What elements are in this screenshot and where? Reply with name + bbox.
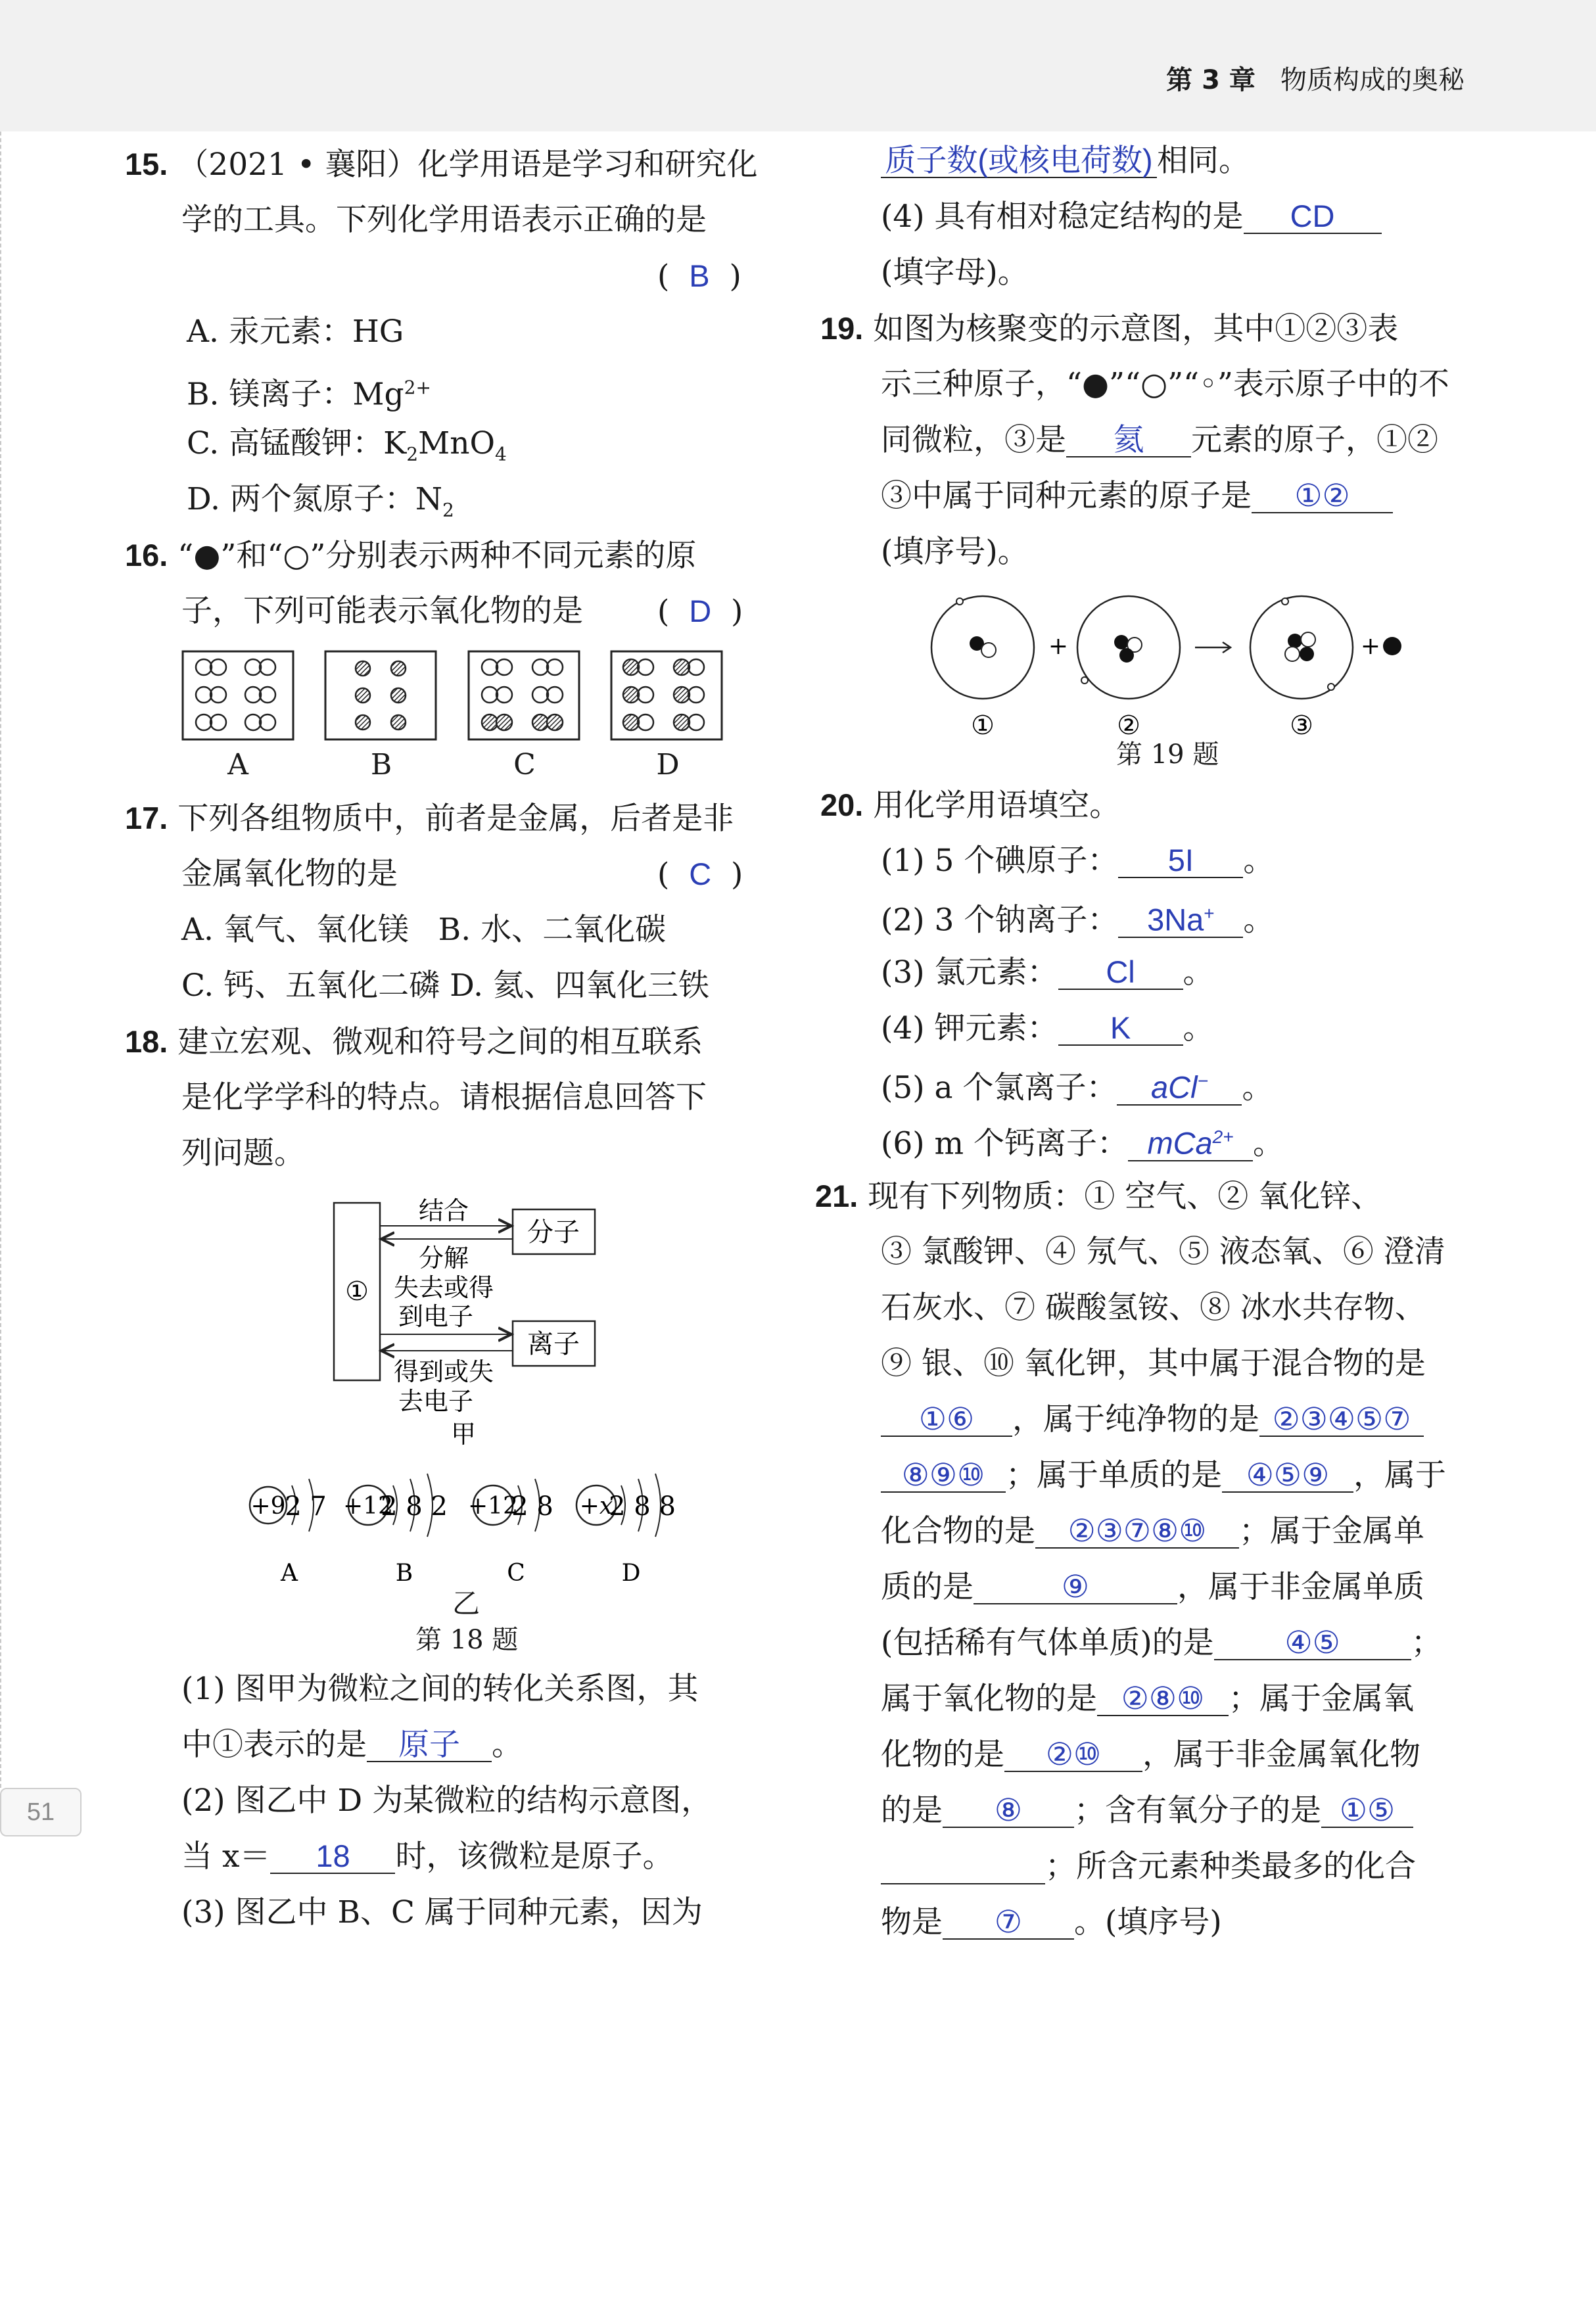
column-divider xyxy=(0,0,1,1788)
q19-line3 xyxy=(881,421,1438,460)
q21-line10 xyxy=(881,1679,1414,1719)
q18-atom-a-label: A xyxy=(281,1560,298,1587)
q19-label-3: ③ xyxy=(1290,711,1313,741)
q21-text-metal-oxide: ；属于金属氧 xyxy=(1229,1681,1414,1717)
q21-line8 xyxy=(881,1568,1424,1607)
q18-caption-jia: 甲 xyxy=(450,1420,477,1449)
q17-stem2: 金属氧化物的是 xyxy=(181,856,398,892)
q19-figure-caption: 第 19 题 xyxy=(1116,739,1219,770)
q20-item-6-period: 。 xyxy=(1253,1125,1284,1162)
q17-line1 xyxy=(125,799,734,839)
q18-label-gain-lose1: 得到或失 xyxy=(393,1357,494,1386)
q18-atom-d-label: D xyxy=(621,1560,641,1587)
q21-text-nonmetal2: (包括稀有气体单质)的是 xyxy=(881,1625,1214,1661)
q21-text-metal-oxide2: 化物的是 xyxy=(881,1737,1004,1773)
q17-option-a: A. 氧气、氧化镁 xyxy=(181,912,409,948)
q16-stem1: “●”和“○”分别表示两种不同元素的原 xyxy=(177,538,697,574)
q20-item-6-text: (6) m 个钙离子： xyxy=(881,1125,1129,1162)
q19-label-1: ① xyxy=(971,711,995,741)
q21-text-end: 。(填序号) xyxy=(1074,1904,1222,1940)
q20-item-6-answer xyxy=(1128,1121,1253,1161)
q16-line1 xyxy=(125,536,696,576)
q16-stem2: 子，下列可能表示氧化物的是 xyxy=(181,593,583,629)
q16-option-figures xyxy=(177,647,730,746)
q15-number: 15. xyxy=(125,147,168,181)
q18-atom-d-shells: 2 8 8 xyxy=(609,1491,676,1522)
q21-text-nonmetal-oxide: ，属于非金属氧化物 xyxy=(1142,1737,1420,1773)
q21-line11 xyxy=(881,1735,1420,1775)
q21-answer-nonmetal-oxide: ⑧ xyxy=(943,1794,1074,1828)
q20-item-6-answer-sup: 2+ xyxy=(1212,1127,1234,1147)
chapter-header xyxy=(1166,59,1465,97)
q19-number: 19. xyxy=(820,311,864,346)
q18-part1-line2: 中①表示的是 原子 。 xyxy=(181,1727,523,1763)
q15-option-c-text: C. 高锰酸钾：K xyxy=(187,425,407,461)
q16-label-b: B xyxy=(370,748,392,782)
q21-text-metal: ；属于金属单 xyxy=(1239,1513,1424,1549)
q21-line12 xyxy=(881,1791,1413,1831)
q18-part4-text: (4) 具有相对稳定结构的是 xyxy=(881,199,1244,235)
q18-atom-d xyxy=(576,1474,676,1587)
q19-answer1: 氦 xyxy=(1066,423,1191,457)
q21-text-semicolon: ； xyxy=(1411,1625,1442,1661)
q19-answer2: ①② xyxy=(1252,479,1393,513)
q20-item-1-text: (1) 5 个碘原子： xyxy=(881,843,1119,879)
q18-part2-answer: 18 xyxy=(270,1840,395,1874)
q19-stem1: 如图为核聚变的示意图，其中①②③表 xyxy=(873,311,1399,347)
q15-stem2: 学的工具。下列化学用语表示正确的是 xyxy=(181,202,707,238)
q20-item-6 xyxy=(881,1121,1284,1164)
q19-neutron xyxy=(1383,637,1401,655)
q18-part1-line1: (1) 图甲为微粒之间的转化关系图，其 xyxy=(181,1671,699,1707)
q20-item-1-period: 。 xyxy=(1243,843,1275,879)
q17-stem1: 下列各组物质中，前者是金属，后者是非 xyxy=(177,801,734,837)
q21-answer-metal: ⑨ xyxy=(974,1570,1177,1604)
q18-figure-caption: 第 18 题 xyxy=(415,1625,519,1655)
q16-label-d: D xyxy=(656,748,680,782)
q17-answer: C xyxy=(689,856,712,891)
q18-part1-answer: 原子 xyxy=(367,1728,492,1762)
q19-stem3-b: 元素的原子，①② xyxy=(1191,422,1438,458)
q16-answer-paren: ( D ) xyxy=(657,594,743,630)
q20-item-4-text: (4) 钾元素： xyxy=(881,1010,1058,1046)
q17-options-ab xyxy=(181,910,666,950)
q20-item-5-answer-sup: − xyxy=(1197,1071,1208,1091)
q18-diagram-yi xyxy=(243,1453,703,1604)
q19-stem4-a: ③中属于同种元素的原子是 xyxy=(881,478,1252,514)
q21-text-element-end: ，属于 xyxy=(1353,1457,1446,1493)
q18-label-ion: 离子 xyxy=(527,1329,580,1359)
q20-item-4-period: 。 xyxy=(1183,1010,1214,1046)
q20-item-5-answer xyxy=(1117,1065,1242,1106)
q21-l1: 现有下列物质：① 空气、② 氧化锌、 xyxy=(868,1179,1382,1215)
q20-stem: 用化学用语填空。 xyxy=(873,787,1121,824)
q15-option-b xyxy=(187,368,431,415)
q19-figure xyxy=(920,588,1420,746)
q18-label-combine: 结合 xyxy=(418,1196,469,1225)
q21-text-metal2: 质的是 xyxy=(881,1569,974,1605)
q21-line5 xyxy=(881,1400,1424,1439)
q16-answer: D xyxy=(689,594,712,628)
q18-stem3: 列问题。 xyxy=(181,1135,305,1171)
q18-part3-line2 xyxy=(881,141,1250,181)
q18-part2-line1: (2) 图乙中 D 为某微粒的结构示意图， xyxy=(181,1783,713,1819)
q18-part4-answer: CD xyxy=(1244,200,1382,234)
q21-text-most2: 物是 xyxy=(881,1904,943,1940)
q19-line4 xyxy=(881,477,1393,516)
q17-option-d: D. 氦、四氧化三铁 xyxy=(450,968,710,1004)
q18-part3-end: 相同。 xyxy=(1157,143,1250,179)
q19-atom-3 xyxy=(1250,596,1353,699)
q16-label-a: A xyxy=(227,748,248,782)
q15-line1 xyxy=(125,145,758,185)
q21-line7 xyxy=(881,1512,1424,1551)
q21-answer-mixture: ①⑥ xyxy=(881,1403,1012,1437)
q19-label-2: ② xyxy=(1117,711,1140,741)
q21-line9 xyxy=(881,1624,1442,1663)
page-number: 51 xyxy=(0,1788,82,1836)
q18-atom-b-label: B xyxy=(395,1560,413,1587)
q17-option-b: B. 水、二氧化碳 xyxy=(438,912,667,948)
q18-part1-text: 中①表示的是 xyxy=(181,1727,367,1763)
q18-atom-c-nucleus: +12 xyxy=(468,1493,518,1520)
q16-label-c: C xyxy=(513,748,536,782)
chapter-number: 第 3 章 xyxy=(1166,65,1256,95)
q21-answer-pure2: ⑧⑨⑩ xyxy=(881,1459,1006,1493)
q18-part2-line2 xyxy=(181,1837,673,1877)
q20-item-3-period: 。 xyxy=(1183,954,1214,991)
q18-caption-yi: 乙 xyxy=(452,1587,481,1620)
q18-label-gain-lose2: 去电子 xyxy=(398,1387,474,1416)
q15-option-c-sub1: 2 xyxy=(406,443,419,465)
q21-answer-element: ④⑤⑨ xyxy=(1222,1459,1353,1493)
q20-item-3 xyxy=(881,953,1214,993)
q19-line1 xyxy=(820,309,1398,349)
q16-number: 16. xyxy=(125,538,168,572)
q19-atom-1 xyxy=(931,596,1034,699)
q21-text-nonmetal: ，属于非金属单质 xyxy=(1177,1569,1424,1605)
q18-part2-text: 当 x＝ xyxy=(181,1838,271,1875)
q21-l3: 石灰水、⑦ 碳酸氢铵、⑧ 冰水共存物、 xyxy=(881,1290,1426,1326)
q15-option-d xyxy=(187,480,454,530)
q20-item-5-text: (5) a 个氯离子： xyxy=(881,1069,1117,1106)
q19-stem5: (填序号)。 xyxy=(881,534,1029,570)
q21-l2: ③ 氯酸钾、④ 氖气、⑤ 液态氧、⑥ 澄清 xyxy=(881,1234,1445,1270)
q16-box-a xyxy=(183,651,293,739)
q20-item-4-answer: K xyxy=(1058,1012,1183,1046)
q21-answer-pure1: ②③④⑤⑦ xyxy=(1259,1403,1424,1437)
q17-option-c: C. 钙、五氧化二磷 xyxy=(181,968,440,1004)
q18-stem1: 建立宏观、微观和符号之间的相互联系 xyxy=(177,1024,703,1060)
q20-number: 20. xyxy=(820,787,864,822)
q20-item-5-period: 。 xyxy=(1242,1069,1273,1106)
q15-option-c-mid: MnO xyxy=(418,425,496,461)
q21-answer-most: ⑦ xyxy=(943,1905,1074,1940)
q20-item-5 xyxy=(881,1065,1273,1108)
q18-diagram-jia xyxy=(329,1196,618,1459)
q21-l4: ⑨ 银、⑩ 氧化钾，其中属于混合物的是 xyxy=(881,1345,1426,1382)
q21-answer-compound: ②③⑦⑧⑩ xyxy=(1035,1514,1239,1549)
q18-stem2: 是化学学科的特点。请根据信息回答下 xyxy=(181,1079,707,1115)
q17-answer-paren: ( C ) xyxy=(657,856,743,893)
q19-plus2: + xyxy=(1360,633,1381,660)
q20-item-6-answer-text: mCa xyxy=(1147,1125,1213,1161)
q21-line14 xyxy=(881,1903,1222,1942)
q18-line1 xyxy=(125,1022,703,1062)
q20-item-1-answer: 5I xyxy=(1118,844,1243,878)
q21-text-oxide: 属于氧化物的是 xyxy=(881,1681,1097,1717)
q21-text-compound: 化合物的是 xyxy=(881,1513,1035,1549)
q18-atom-b-nucleus: +12 xyxy=(343,1493,393,1520)
q21-line13 xyxy=(881,1847,1416,1886)
q15-option-d-text: D. 两个氮原子：N xyxy=(187,481,443,517)
q16-box-c xyxy=(469,651,579,739)
q21-line6 xyxy=(881,1456,1446,1495)
q21-number: 21. xyxy=(815,1179,858,1213)
q21-text-most: ；所含元素种类最多的化合 xyxy=(1045,1848,1416,1884)
q21-line1 xyxy=(815,1177,1382,1217)
q21-answer-oxide: ②⑧⑩ xyxy=(1097,1682,1229,1716)
q18-part4-line1 xyxy=(881,197,1382,237)
q16-box-b xyxy=(325,651,436,739)
q18-atom-b xyxy=(343,1474,448,1587)
q21-blank-o2-cont xyxy=(881,1850,1045,1884)
q18-part2-end: 时，该微粒是原子。 xyxy=(395,1838,674,1875)
q21-text-pure: ，属于纯净物的是 xyxy=(1012,1401,1259,1437)
q20-item-1 xyxy=(881,841,1274,881)
q18-atom-a-nucleus: +9 xyxy=(250,1493,286,1520)
q20-item-2-period: 。 xyxy=(1243,902,1275,939)
q15-option-c-sub2: 4 xyxy=(495,443,507,465)
q21-text-element: ；属于单质的是 xyxy=(1006,1457,1222,1493)
q18-atom-a-shells: 2 7 xyxy=(285,1491,327,1522)
q18-label-lose-gain1: 失去或得 xyxy=(393,1273,494,1302)
q21-text-nonmetal-oxide2: 的是 xyxy=(881,1792,943,1829)
q18-atom-b-shells: 2 8 2 xyxy=(381,1491,448,1522)
q18-part3-answer: 质子数(或核电荷数) xyxy=(881,144,1157,178)
q21-answer-nonmetal: ④⑤ xyxy=(1214,1626,1411,1660)
q20-item-3-answer: Cl xyxy=(1058,956,1183,990)
q18-label-molecule: 分子 xyxy=(527,1217,580,1248)
q15-option-d-sub: 2 xyxy=(442,499,454,521)
q18-atom-c-shells: 2 8 xyxy=(511,1491,553,1522)
q15-stem1: （2021 • 襄阳）化学用语是学习和研究化 xyxy=(177,147,758,183)
q19-atom-2 xyxy=(1077,596,1180,699)
q18-atom-d-nucleus: +x xyxy=(579,1493,613,1520)
q20-item-2-text: (2) 3 个钠离子： xyxy=(881,902,1119,939)
q18-label-1: ① xyxy=(345,1276,369,1307)
q15-option-b-sup: 2+ xyxy=(404,377,431,398)
q15-answer-paren: ( B ) xyxy=(657,258,741,294)
q20-item-2-answer xyxy=(1118,897,1243,938)
q19-stem3-a: 同微粒，③是 xyxy=(881,422,1066,458)
q20-item-3-text: (3) 氯元素： xyxy=(881,954,1058,991)
q17-number: 17. xyxy=(125,801,168,835)
q15-option-b-text: B. 镁离子：Mg xyxy=(187,376,404,413)
q21-answer-metal-oxide: ②⑩ xyxy=(1004,1738,1142,1772)
q17-options-cd xyxy=(181,966,709,1006)
q20-item-2 xyxy=(881,897,1274,941)
q18-number: 18. xyxy=(125,1024,168,1059)
q15-option-a: A. 汞元素：HG xyxy=(187,314,404,350)
q16-box-d xyxy=(611,651,722,739)
chapter-title: 物质构成的奥秘 xyxy=(1280,65,1465,95)
q20-item-2-answer-sup: + xyxy=(1204,903,1215,923)
q21-text-o2: ；含有氧分子的是 xyxy=(1074,1792,1321,1829)
q20-item-2-answer-text: 3Na xyxy=(1147,902,1204,937)
q20-line1 xyxy=(820,785,1120,826)
q21-answer-o2: ①⑤ xyxy=(1321,1794,1413,1828)
q18-part3-line1: (3) 图乙中 B、C 属于同种元素，因为 xyxy=(181,1894,703,1930)
q20-item-4 xyxy=(881,1009,1214,1048)
q18-label-decompose: 分解 xyxy=(418,1244,469,1273)
q18-atom-c xyxy=(468,1479,553,1587)
q15-answer: B xyxy=(689,258,710,293)
q19-plus1: + xyxy=(1048,633,1069,660)
q18-atom-a xyxy=(250,1479,327,1587)
q20-item-5-answer-text: aCl xyxy=(1151,1069,1198,1105)
q18-label-lose-gain2: 到电子 xyxy=(398,1302,474,1331)
q18-atom-c-label: C xyxy=(507,1560,525,1587)
q19-stem2: 示三种原子，“●”“○”“◦”表示原子中的不 xyxy=(881,366,1449,402)
q15-option-c xyxy=(187,424,507,474)
q18-part4-line2: (填字母)。 xyxy=(881,254,1029,291)
